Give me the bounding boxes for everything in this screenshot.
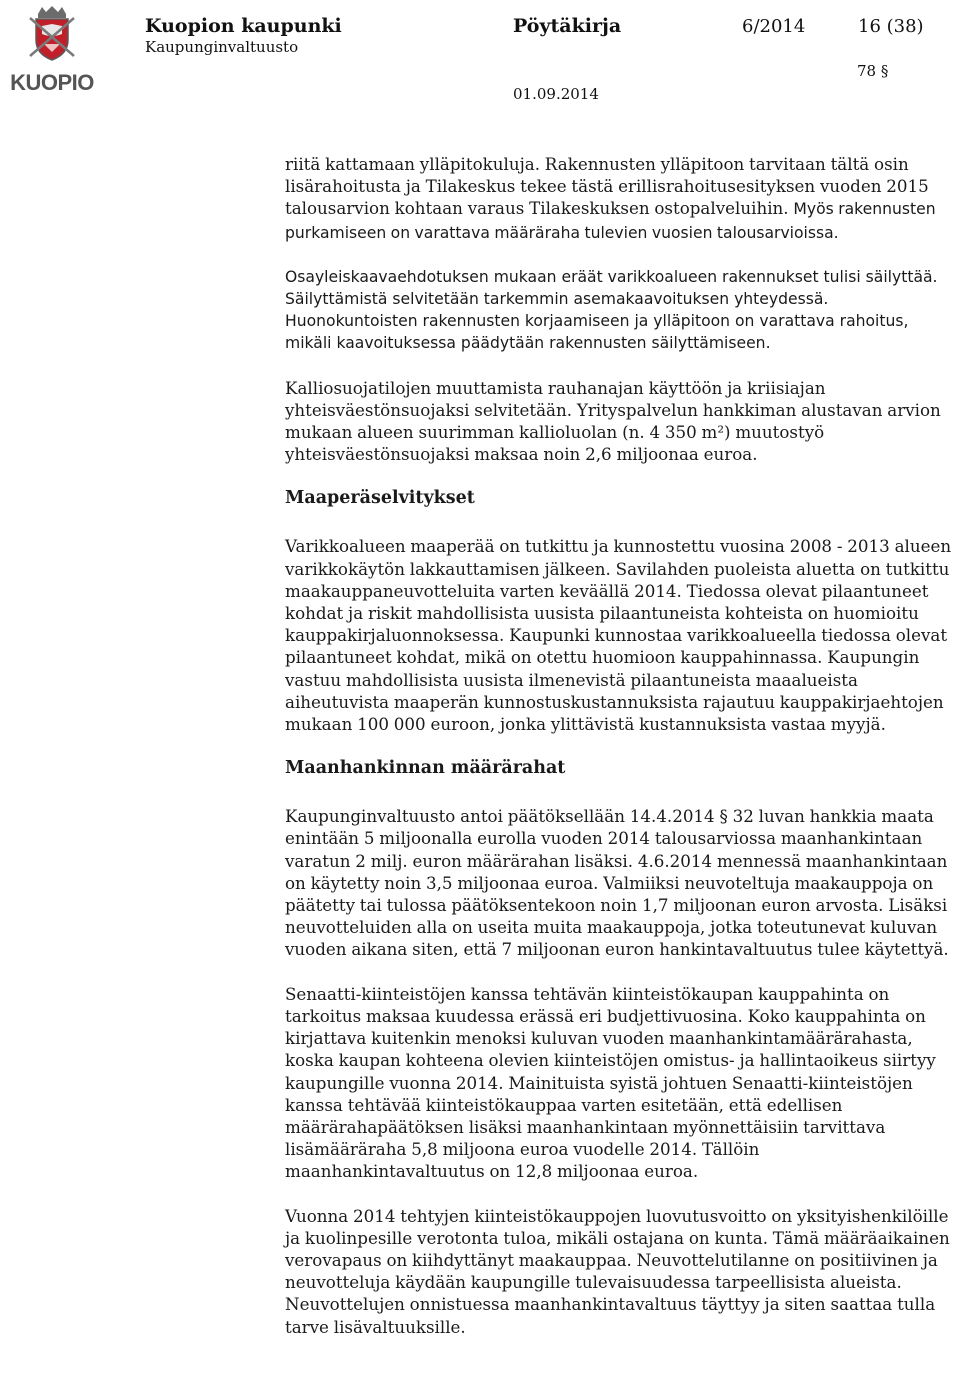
paragraph-land-1: Kaupunginvaltuusto antoi päätöksellään 14.4.2014 § 32 luvan hankkia maata enintään 5 miljoonalla eurolla vuoden 2014 talousarviossa maanhankintaan varatun 2 milj. euron määrärahan lisäksi. 4.6.2014 mennessä maanhankintaan on käytetty noin 3,5 miljoonaa euroa. Valmiiksi neuvoteltuja maakauppoja on päätetty tai tulossa päätöksentekoon noin 1,7 miljoonan euron arvosta. Lisäksi neuvotteluiden alla on useita muita maakauppoja, jotka toteutunevat kuluvan vuoden aikana siten, että 7 miljoonan euron hankintavaltuutus tulee käytettyä. — [285, 806, 949, 960]
header-doc-type: Pöytäkirja — [513, 15, 622, 37]
section-heading-land-acquisition: Maanhankinnan määrärahat — [285, 758, 566, 779]
paragraph-conservation: Osayleiskaavaehdotuksen mukaan eräät varikkoalueen rakennukset tulisi säilyttää. Säilyttämistä selvitetään tarkemmin asemakaavoituksen yhteydessä. Huonokuntoisten rakennusten korjaamiseen ja ylläpitoon on varattava rahoitus, mikäli kaavoituksessa päädytään rakennusten säilyttämiseen. — [285, 267, 938, 353]
paragraph-soil: Varikkoalueen maaperää on tutkittu ja kunnostettu vuosina 2008 - 2013 alueen varikkokäytön lakkauttamisen jälkeen. Savilahden puoleista aluetta on tutkittu maakauppaneuvotteluita varten keväällä 2014. Tiedossa olevat pilaantuneet kohdat ja riskit mahdollisista uusista pilaantuneista kohteista on huomioitu kauppakirjaluonnoksessa. Kaupunki kunnostaa varikkoalueella tiedossa olevat pilaantuneet kohdat, mikä on otettu huomioon kauppahinnassa. Kaupungin vastuu mahdollisista uusista ilmenevistä pilaantuneista maaalueista aiheutuvista maaperän kunnostuskustannuksista rajautuu kauppakirjaehtojen mukaan 100 000 euroon, jonka ylittävistä kustannuksista vastaa myyjä. — [285, 536, 952, 735]
header-section: 78 § — [857, 62, 889, 80]
paragraph-continuation — [285, 153, 953, 244]
paragraph-text-sans: Myös rakennusten purkamiseen on varattava määräraha tulevien vuosien talousarvioissa. — [285, 200, 936, 242]
kuopio-logo — [4, 4, 100, 96]
paragraph-land-3: Vuonna 2014 tehtyjen kiinteistökauppojen luovutusvoitto on yksityishenkilöille ja kuolinpesille verotonta tuloa, mikäli ostajana on kunta. Tämä määräaikainen verovapaus on kiihdyttänyt maakauppaa. Neuvottelutilanne on positiivinen ja neuvotteluja käydään kaupungille tulevaisuudessa tarpeellisista alueista. Neuvottelujen onnistuessa maanhankintavaltuus täyttyy ja siten saattaa tulla tarve lisävaltuuksille. — [285, 1205, 950, 1337]
paragraph-land-2: Senaatti-kiinteistöjen kanssa tehtävän kiinteistökaupan kauppahinta on tarkoitus maksaa kuudessa erässä eri budjettivuosina. Koko kauppahinta on kirjattava kuitenkin menoksi kuluvan vuoden maanhankintamäärärahasta, koska kaupan kohteena olevien kiinteistöjen omistus- ja hallintaoikeus siirtyy kaupungille vuonna 2014. Mainituista syistä johtuen Senaatti-kiinteistöjen kanssa tehtävää kiinteistökauppaa varten esitetään, että edellisen määrärahapäätöksen lisäksi maanhankintaan myönnettäisiin tarvittava lisämääräraha 5,8 miljoona euroa vuodelle 2014. Tällöin maanhankintavaltuutus on 12,8 miljoonaa euroa. — [285, 983, 936, 1182]
header-page: 16 (38) — [858, 16, 924, 37]
header-org: Kuopion kaupunki — [145, 15, 342, 37]
header-issue: 6/2014 — [742, 16, 806, 37]
kuopio-coat-of-arms-icon — [4, 4, 100, 96]
section-heading-soil: Maaperäselvitykset — [285, 488, 475, 509]
paragraph-shelters: Kalliosuojatilojen muuttamista rauhanajan käyttöön ja kriisiajan yhteisväestönsuojaksi selvitetään. Yrityspalvelun hankkiman alustavan arvion mukaan alueen suurimman kallioluolan (n. 4 350 m²) muutostyö yhteisväestönsuojaksi maksaa noin 2,6 miljoonaa euroa. — [285, 377, 941, 465]
document-body — [285, 153, 953, 1360]
header-body: Kaupunginvaltuusto — [145, 38, 299, 56]
logo-wordmark: KUOPIO — [10, 70, 94, 95]
header-date: 01.09.2014 — [513, 85, 599, 103]
paragraph-text: riitä kattamaan ylläpitokuluja. Rakennusten ylläpitoon tarvitaan tältä osin lisärahoitusta ja Tilakeskus tekee tästä erillisrahoitusesityksen vuoden 2015 talousarvion kohtaan varaus Tilakeskuksen ostopalveluihin. — [285, 154, 929, 219]
